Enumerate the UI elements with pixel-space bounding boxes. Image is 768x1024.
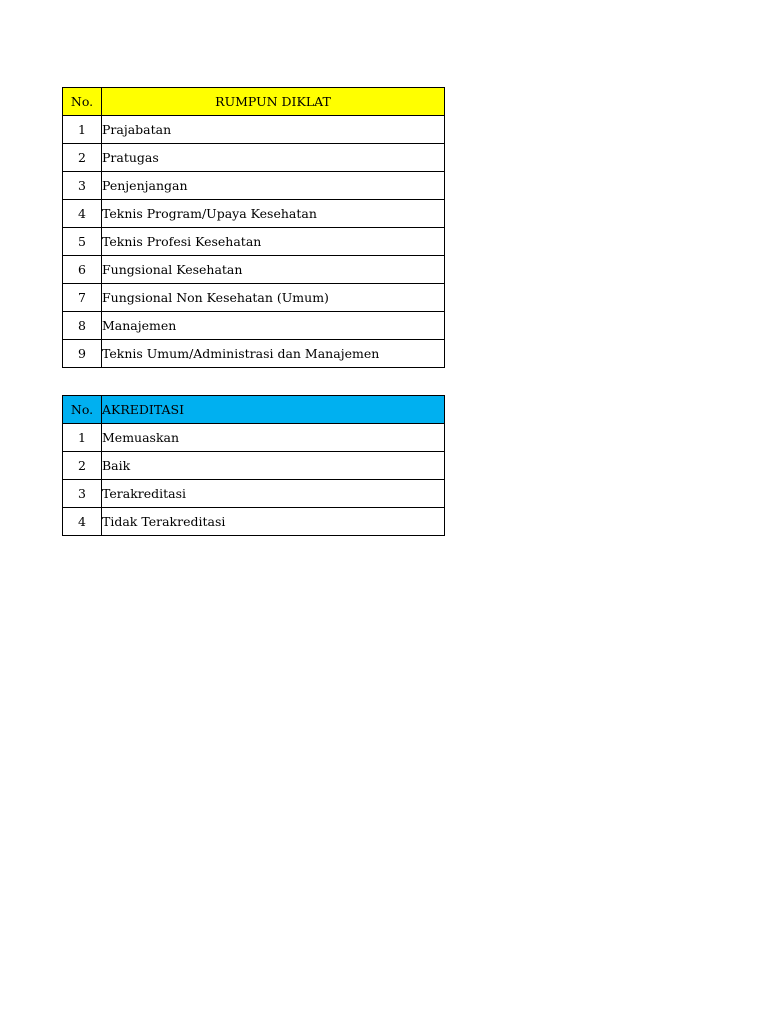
row-number[interactable]: 9	[63, 340, 102, 368]
rumpun-header-row	[63, 88, 445, 116]
row-number[interactable]: 4	[63, 200, 102, 228]
table-row	[63, 452, 445, 480]
row-label[interactable]: Prajabatan	[102, 116, 445, 144]
akreditasi-header-title[interactable]: AKREDITASI	[102, 396, 445, 424]
row-label[interactable]: Teknis Umum/Administrasi dan Manajemen	[102, 340, 445, 368]
row-number[interactable]: 1	[63, 116, 102, 144]
row-label[interactable]: Tidak Terakreditasi	[102, 508, 445, 536]
row-number[interactable]: 8	[63, 312, 102, 340]
row-number[interactable]: 6	[63, 256, 102, 284]
table-row	[63, 424, 445, 452]
table-row	[63, 256, 445, 284]
row-label[interactable]: Baik	[102, 452, 445, 480]
akreditasi-header-no[interactable]: No.	[63, 396, 102, 424]
row-label[interactable]: Penjenjangan	[102, 172, 445, 200]
table-row	[63, 480, 445, 508]
table-row	[63, 228, 445, 256]
row-number[interactable]: 3	[63, 480, 102, 508]
table-row	[63, 144, 445, 172]
table-row	[63, 200, 445, 228]
row-label[interactable]: Terakreditasi	[102, 480, 445, 508]
table-row	[63, 340, 445, 368]
row-label[interactable]: Manajemen	[102, 312, 445, 340]
row-label[interactable]: Fungsional Kesehatan	[102, 256, 445, 284]
rumpun-header-title[interactable]: RUMPUN DIKLAT	[102, 88, 445, 116]
akreditasi-header-row	[63, 396, 445, 424]
row-number[interactable]: 4	[63, 508, 102, 536]
row-label[interactable]: Teknis Program/Upaya Kesehatan	[102, 200, 445, 228]
rumpun-header-no[interactable]: No.	[63, 88, 102, 116]
row-number[interactable]: 7	[63, 284, 102, 312]
table-row	[63, 284, 445, 312]
row-label[interactable]: Pratugas	[102, 144, 445, 172]
row-number[interactable]: 5	[63, 228, 102, 256]
row-number[interactable]: 2	[63, 452, 102, 480]
akreditasi-table	[62, 395, 445, 536]
table-row	[63, 116, 445, 144]
row-label[interactable]: Teknis Profesi Kesehatan	[102, 228, 445, 256]
row-number[interactable]: 2	[63, 144, 102, 172]
table-row	[63, 508, 445, 536]
row-number[interactable]: 1	[63, 424, 102, 452]
table-row	[63, 172, 445, 200]
row-label[interactable]: Memuaskan	[102, 424, 445, 452]
rumpun-diklat-table	[62, 87, 445, 368]
row-number[interactable]: 3	[63, 172, 102, 200]
row-label[interactable]: Fungsional Non Kesehatan (Umum)	[102, 284, 445, 312]
table-row	[63, 312, 445, 340]
